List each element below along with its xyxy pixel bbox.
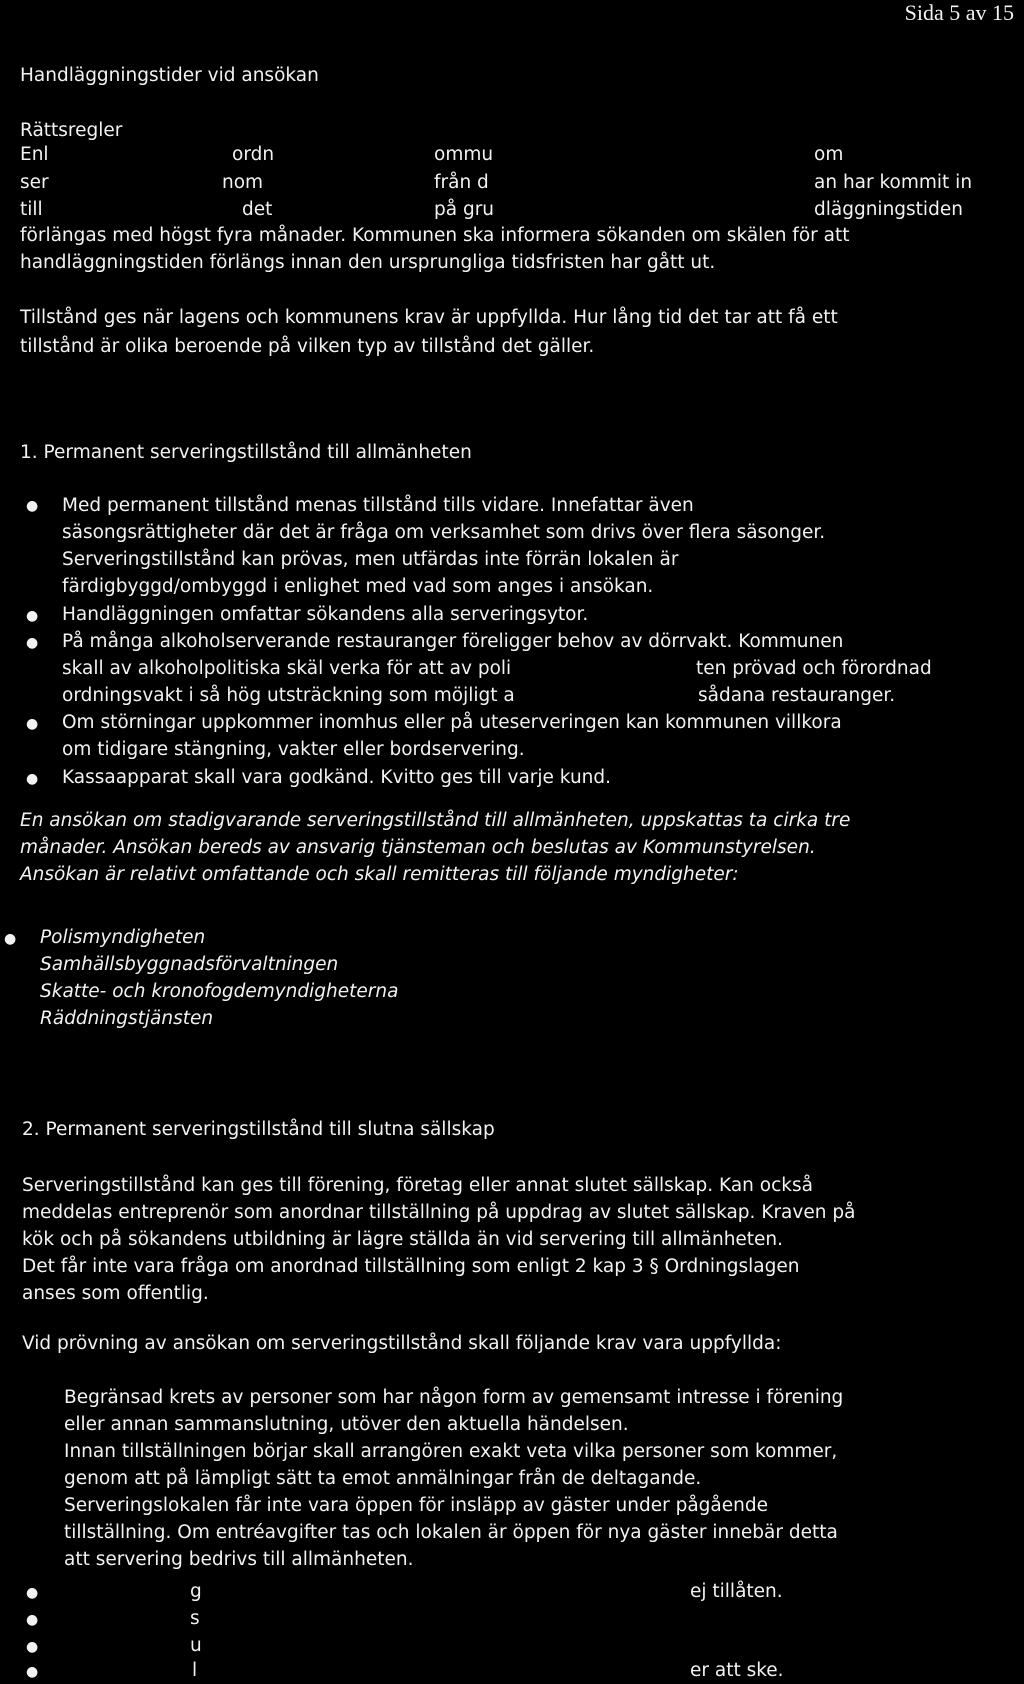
para-line: kök och på sökandens utbildning är lägre ställda än vid servering till allmänheten. [22, 1229, 784, 1250]
bullet-text: säsongsrättigheter där det är fråga om verksamhet som drivs över flera säsonger. [62, 522, 826, 543]
authority-item: Samhällsbyggnadsförvaltningen [40, 954, 339, 975]
italic-line: månader. Ansökan bereds av ansvarig tjänsteman och beslutas av Kommunstyrelsen. [20, 837, 816, 858]
rules-fragment: an har kommit in [814, 172, 973, 193]
rules-fragment: det [242, 199, 273, 220]
requirement-line: genom att på lämpligt sätt ta emot anmälningar från de deltagande. [64, 1468, 702, 1489]
bullet-text: om tidigare stängning, vakter eller bordservering. [62, 739, 525, 760]
para-line: Vid prövning av ansökan om serveringstillstånd skall följande krav vara uppfyllda: [22, 1333, 782, 1354]
bullet-text: Om störningar uppkommer inomhus eller på uteserveringen kan kommunen villkora [62, 712, 842, 733]
bullet-dot: ● [26, 498, 39, 514]
bullet-text: Handläggningen omfattar sökandens alla serveringsytor. [62, 604, 589, 625]
intro-line: Tillstånd ges när lagens och kommunens krav är uppfyllda. Hur lång tid det tar att få ett [20, 307, 838, 328]
rules-line: förlängas med högst fyra månader. Kommunen ska informera sökanden om skälen för att [20, 225, 850, 246]
para-line: meddelas entreprenör som anordnar tillställning på uppdrag av slutet sällskap. Kraven på [22, 1202, 856, 1223]
rules-fragment: till [20, 199, 43, 220]
requirement-line: Innan tillställningen börjar skall arrangören exakt veta vilka personer som kommer, [64, 1441, 838, 1462]
section1-heading: 1. Permanent serveringstillstånd till allmänheten [20, 442, 472, 463]
bullet-dot: ● [26, 1612, 39, 1628]
requirement-line: tillställning. Om entréavgifter tas och lokalen är öppen för nya gäster innebär detta [64, 1522, 838, 1543]
authority-item: Räddningstjänsten [40, 1008, 214, 1029]
partial-fragment: ej tillåten. [690, 1581, 783, 1602]
authority-item: Skatte- och kronofogdemyndigheterna [40, 981, 399, 1002]
partial-fragment: er att ske. [690, 1660, 784, 1681]
rules-fragment: Enl [20, 144, 49, 165]
para-line: Det får inte vara fråga om anordnad tillställning som enligt 2 kap 3 § Ordningslagen [22, 1256, 800, 1277]
partial-fragment: l [192, 1660, 198, 1681]
italic-line: Ansökan är relativt omfattande och skall remitteras till följande myndigheter: [20, 864, 739, 885]
partial-fragment: u [190, 1635, 202, 1656]
bullet-text: skall av alkoholpolitiska skäl verka för att av poli [62, 658, 512, 679]
rules-fragment: ommu [434, 144, 494, 165]
italic-line: En ansökan om stadigvarande serveringstillstånd till allmänheten, uppskattas ta cirka tre [20, 810, 851, 831]
bullet-text: Kassaapparat skall vara godkänd. Kvitto ges till varje kund. [62, 767, 612, 788]
rules-line: handläggningstiden förlängs innan den ursprungliga tidsfristen har gått ut. [20, 252, 716, 273]
bullet-text: ordningsvakt i så hög utsträckning som möjligt a [62, 685, 515, 706]
section2-heading: 2. Permanent serveringstillstånd till slutna sällskap [22, 1119, 495, 1140]
intro-line: tillstånd är olika beroende på vilken typ av tillstånd det gäller. [20, 336, 595, 357]
bullet-dot: ● [26, 716, 39, 732]
requirement-line: eller annan sammanslutning, utöver den aktuella händelsen. [64, 1414, 629, 1435]
rules-fragment: från d [434, 172, 489, 193]
bullet-dot: ● [26, 635, 39, 651]
bullet-text: ten prövad och förordnad [696, 658, 932, 679]
rules-fragment: på gru [434, 199, 495, 220]
requirement-line: att servering bedrivs till allmänheten. [64, 1549, 414, 1570]
para-line: Serveringstillstånd kan ges till förening, företag eller annat slutet sällskap. Kan också [22, 1175, 813, 1196]
main-heading: Handläggningstider vid ansökan [20, 65, 319, 86]
bullet-text: Serveringstillstånd kan prövas, men utfärdas inte förrän lokalen är [62, 549, 679, 570]
rules-fragment: ordn [232, 144, 275, 165]
requirement-line: Begränsad krets av personer som har någon form av gemensamt intresse i förening [64, 1387, 844, 1408]
rules-heading: Rättsregler [20, 120, 123, 141]
partial-fragment: g [190, 1581, 202, 1602]
requirement-line: Serveringslokalen får inte vara öppen för insläpp av gäster under pågående [64, 1495, 768, 1516]
bullet-text: På många alkoholserverande restauranger föreligger behov av dörrvakt. Kommunen [62, 631, 844, 652]
authority-item: Polismyndigheten [40, 927, 206, 948]
rules-fragment: nom [222, 172, 264, 193]
para-line: anses som offentlig. [22, 1283, 209, 1304]
bullet-dot: ● [26, 771, 39, 787]
rules-fragment: dläggningstiden [814, 199, 963, 220]
bullet-text: sådana restauranger. [698, 685, 896, 706]
bullet-dot: ● [26, 1664, 39, 1680]
bullet-dot: ● [26, 1639, 39, 1655]
bullet-dot: ● [4, 931, 17, 947]
partial-fragment: s [190, 1608, 200, 1629]
bullet-dot: ● [26, 608, 39, 624]
rules-fragment: om [814, 144, 844, 165]
bullet-dot: ● [26, 1585, 39, 1601]
rules-fragment: ser [20, 172, 49, 193]
bullet-text: Med permanent tillstånd menas tillstånd tills vidare. Innefattar även [62, 495, 694, 516]
bullet-text: färdigbyggd/ombyggd i enlighet med vad som anges i ansökan. [62, 576, 654, 597]
page-number: Sida 5 av 15 [904, 0, 1014, 25]
